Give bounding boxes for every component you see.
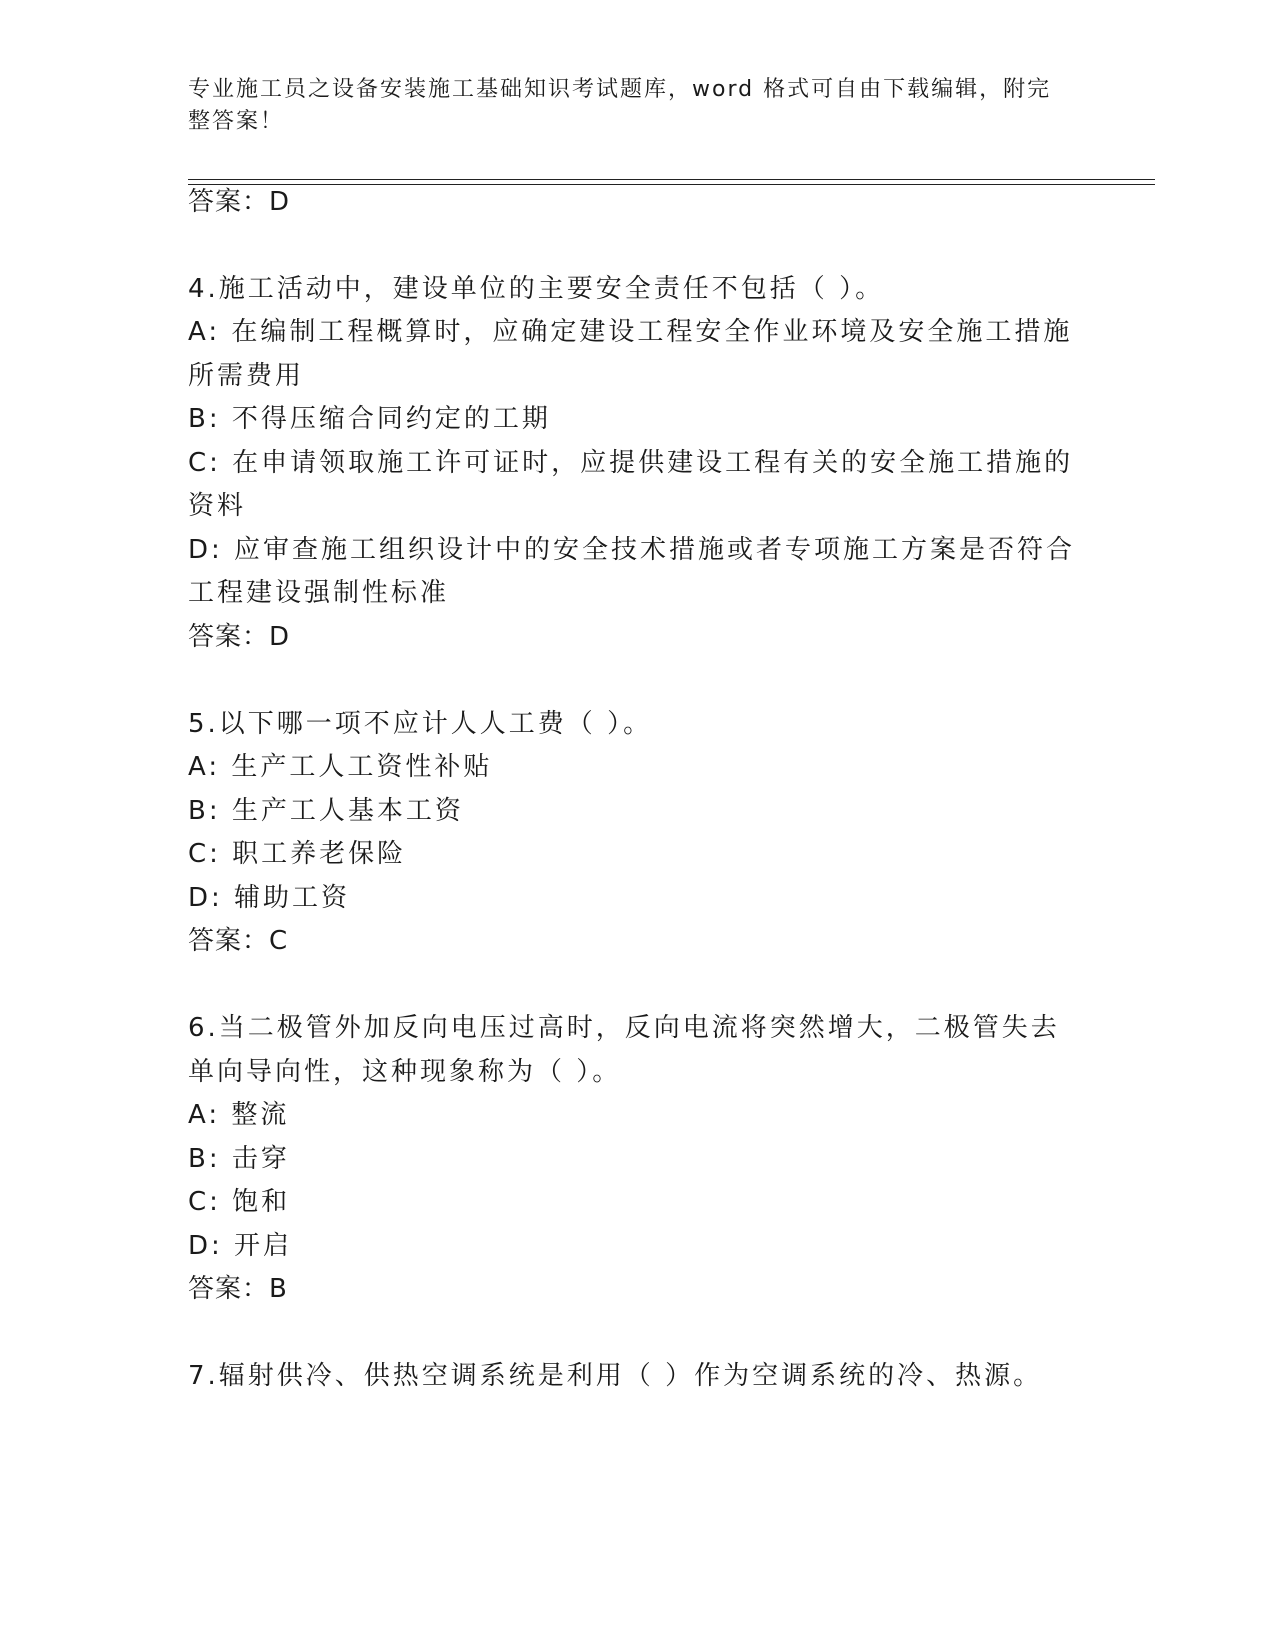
q4-option-c-cont: 资料 [188,491,247,521]
q6-stem-cont: 单向导向性，这种现象称为（ ）。 [188,1057,622,1087]
q6-option-d: D: 开启 [188,1231,293,1261]
q4-option-b: B: 不得压缩合同约定的工期 [188,404,551,434]
q6-option-b: B: 击穿 [188,1144,290,1174]
q5-option-c: C: 职工养老保险 [188,839,407,869]
q6-stem: 6.当二极管外加反向电压过高时，反向电流将突然增大，二极管失去 [188,1013,1060,1043]
q3-answer: 答案：D [188,187,291,217]
header-divider [188,179,1155,185]
q5-option-d: D: 辅助工资 [188,883,351,913]
header-line-1: 专业施工员之设备安装施工基础知识考试题库，word 格式可自由下载编辑，附完 [188,77,1052,102]
q7-stem: 7.辐射供冷、供热空调系统是利用（ ）作为空调系统的冷、热源。 [188,1361,1043,1391]
q4-option-c: C: 在申请领取施工许可证时，应提供建设工程有关的安全施工措施的 [188,448,1074,478]
q6-option-a: A: 整流 [188,1100,290,1130]
q4-option-d-cont: 工程建设强制性标准 [188,578,450,608]
q4-stem: 4.施工活动中，建设单位的主要安全责任不包括（ ）。 [188,274,885,304]
q4-option-a: A: 在编制工程概算时，应确定建设工程安全作业环境及安全施工措施 [188,317,1073,347]
q6-answer: 答案：B [188,1274,288,1304]
q6-option-c: C: 饱和 [188,1187,291,1217]
header-line-2: 整答案！ [188,109,285,134]
q5-answer: 答案：C [188,926,289,956]
q5-stem: 5.以下哪一项不应计人人工费（ ）。 [188,709,653,739]
q4-option-d: D: 应审查施工组织设计中的安全技术措施或者专项施工方案是否符合 [188,535,1076,565]
q4-answer: 答案：D [188,622,291,652]
q5-option-b: B: 生产工人基本工资 [188,796,464,826]
header-note [188,74,1068,138]
q5-option-a: A: 生产工人工资性补贴 [188,752,493,782]
q4-option-a-cont: 所需费用 [188,361,305,391]
